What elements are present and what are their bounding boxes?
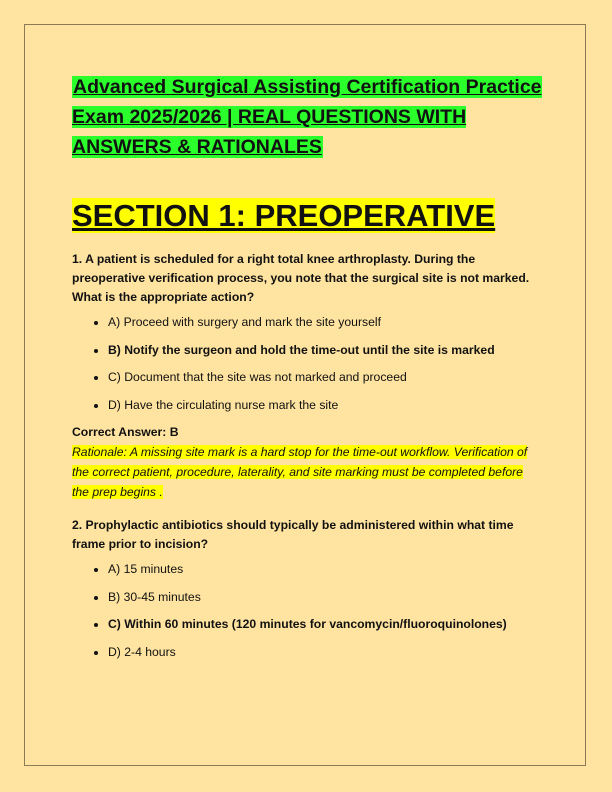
section-heading-text: SECTION 1: PREOPERATIVE — [72, 198, 496, 233]
question-2-option-a: • A) 15 minutes — [108, 560, 542, 578]
question-1-option-c: • C) Document that the site was not marked and proceed — [108, 368, 542, 386]
document-title — [72, 72, 542, 162]
question-2-option-c: • C) Within 60 minutes (120 minutes for vancomycin/fluoroquinolones) — [108, 615, 542, 633]
question-2-text: 2. Prophylactic antibiotics should typically be administered within what time frame prior to incision? — [72, 518, 514, 551]
question-1-option-a: • A) Proceed with surgery and mark the site yourself — [108, 313, 542, 331]
question-1-text: 1. A patient is scheduled for a right total knee arthroplasty. During the preoperative verification process, you note that the surgical site is not marked. What is the appropriate action? — [72, 252, 530, 304]
section-heading — [72, 196, 542, 236]
question-2-options — [72, 560, 542, 661]
document-body — [72, 72, 542, 670]
question-1-options — [72, 313, 542, 414]
question-2-option-d: • D) 2-4 hours — [108, 643, 542, 661]
question-1-rationale — [72, 442, 542, 502]
question-1-option-b: • B) Notify the surgeon and hold the time-out until the site is marked — [108, 341, 542, 359]
question-1-correct-answer: Correct Answer: B — [72, 425, 179, 439]
question-2-option-b: • B) 30-45 minutes — [108, 588, 542, 606]
question-1-option-d: • D) Have the circulating nurse mark the site — [108, 396, 542, 414]
question-1-rationale-text: Rationale: A missing site mark is a hard stop for the time-out workflow. Verification of the correct patient, procedure, laterality, and site marking must be completed before the prep begins . — [72, 445, 528, 499]
document-title-text: Advanced Surgical Assisting Certification Practice Exam 2025/2026 | REAL QUESTIONS WITH ANSWERS & RATIONALES — [72, 76, 542, 158]
